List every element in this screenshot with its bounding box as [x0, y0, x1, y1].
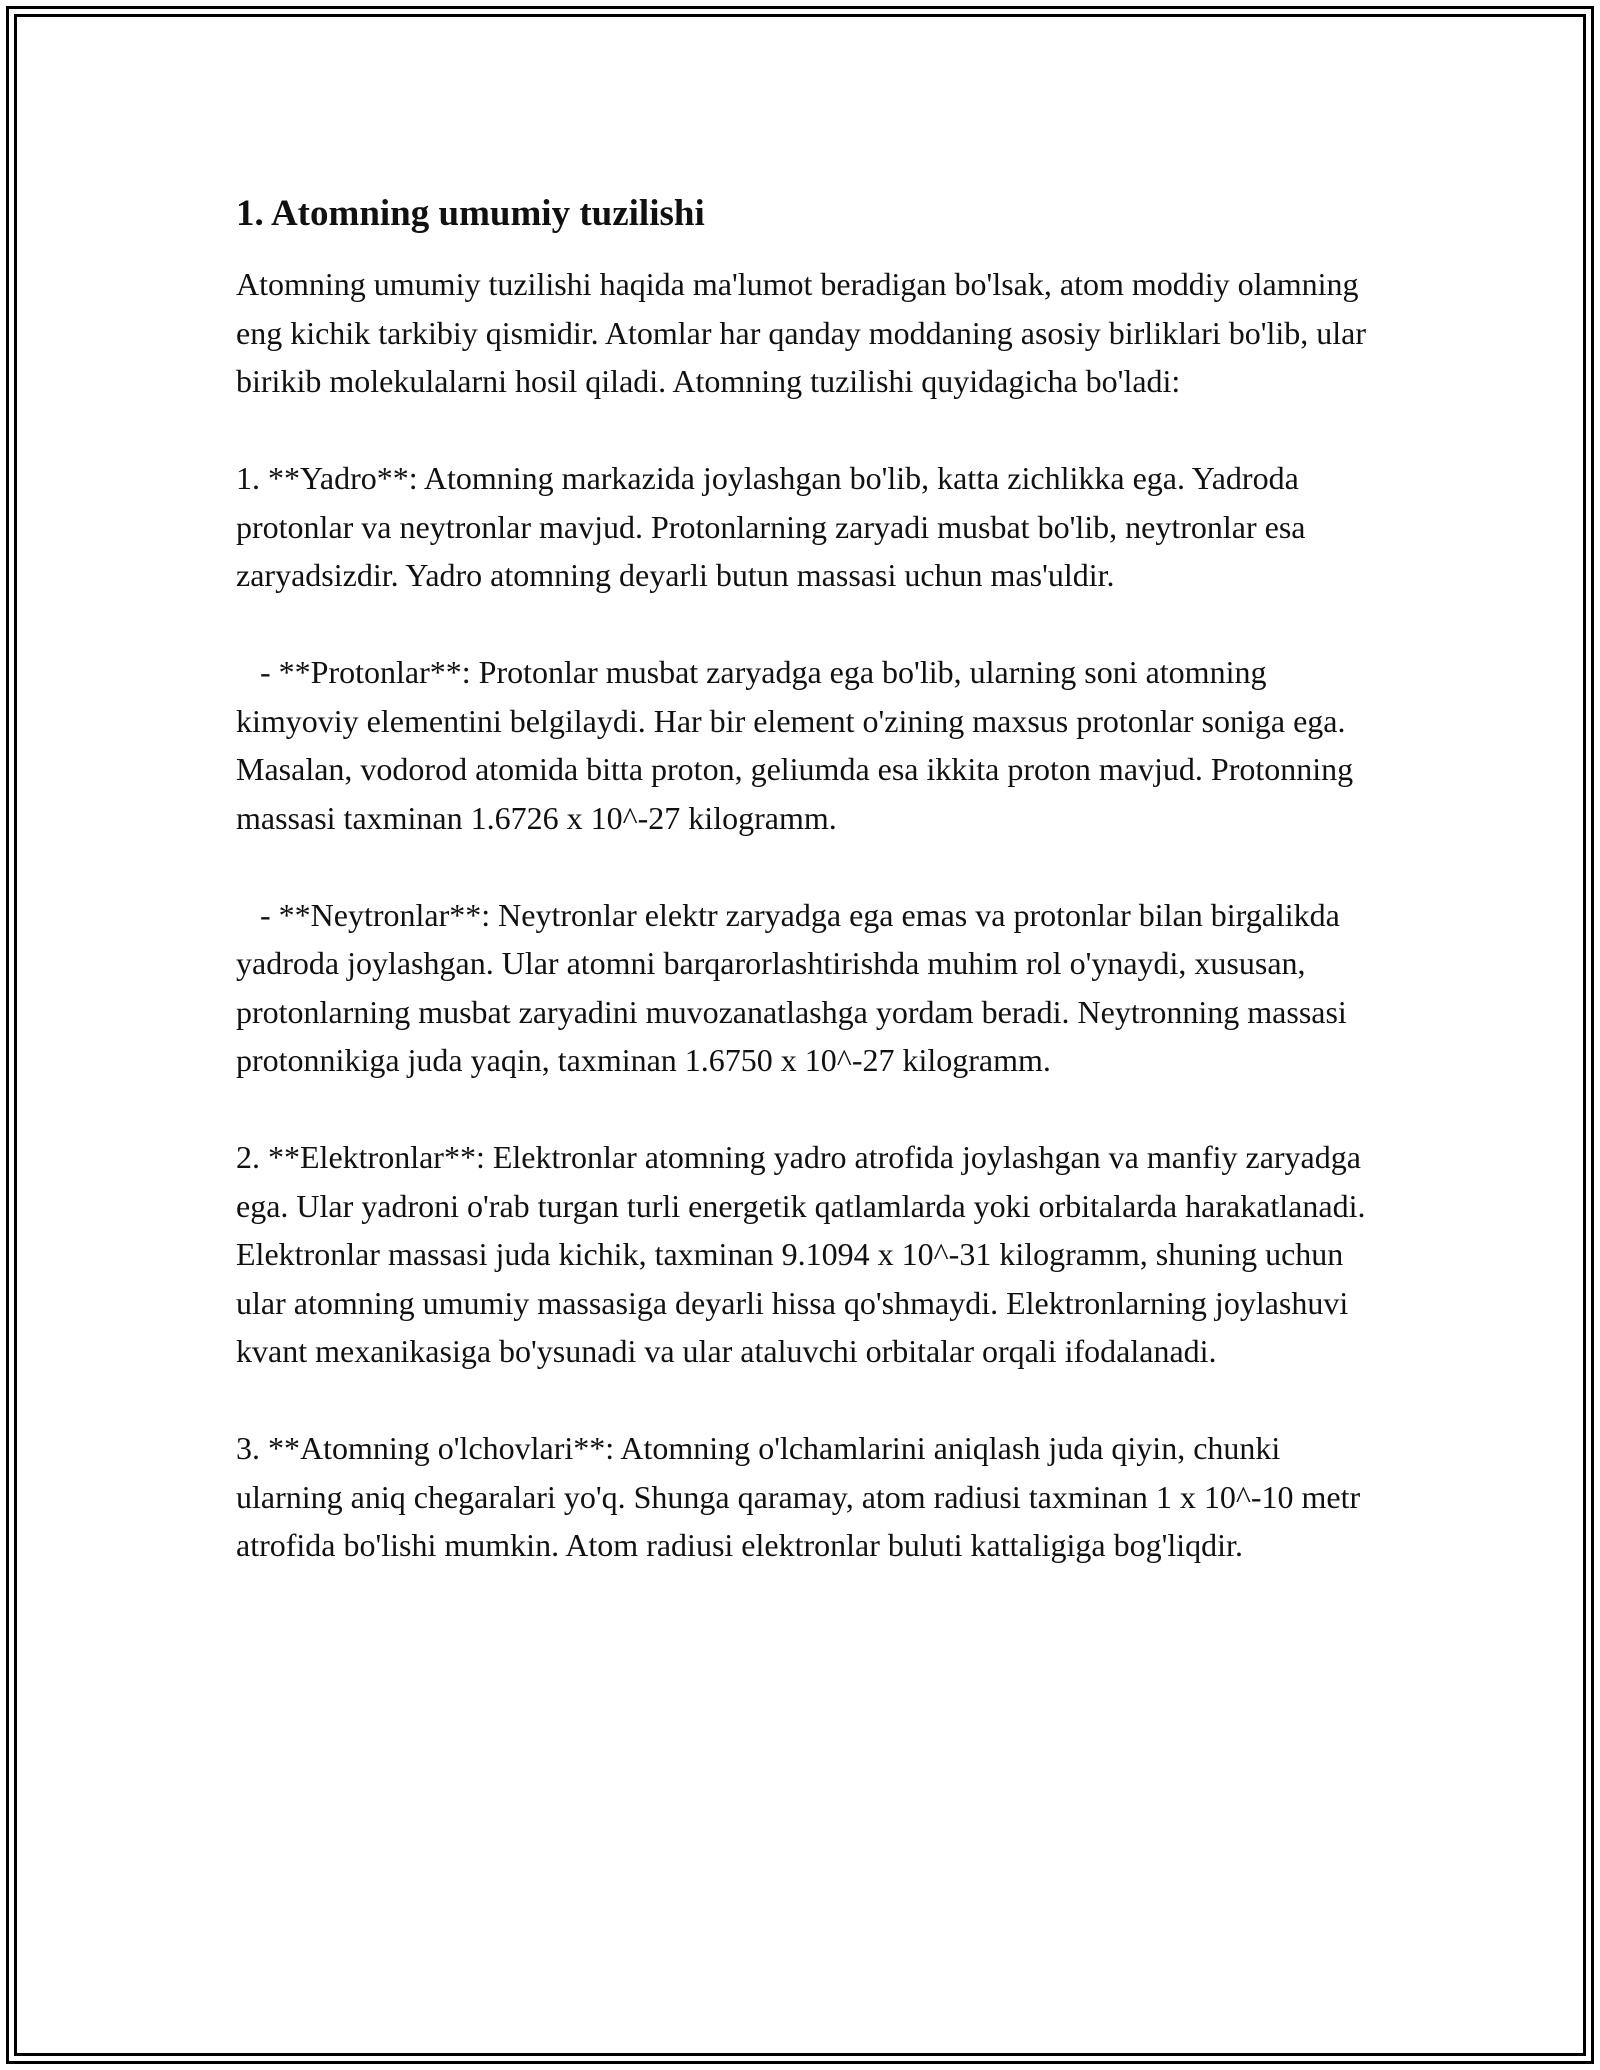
- nucleus-paragraph: 1. **Yadro**: Atomning markazida joylashgan bo'lib, katta zichlikka ega. Yadroda protonlar va neytronlar mavjud. Protonlarning zaryadi musbat bo'lib, neytronlar esa zaryadsizdir. Yadro atomning deyarli butun massasi uchun mas'uldir.: [236, 460, 1314, 593]
- paragraph-gap: [236, 842, 1376, 891]
- paragraph-gap: [236, 1376, 1376, 1425]
- neutrons-paragraph: - **Neytronlar**: Neytronlar elektr zaryadga ega emas va protonlar bilan birgalikda yadroda joylashgan. Ular atomni barqarorlashtirishda muhim rol o'ynaydi, xususan, protonlarning musbat zaryadini muvozanatlashga yordam beradi. Neytronning massasi protonnikiga juda yaqin, taxminan 1.6750 x 10^-27 kilogramm.: [236, 896, 1355, 1078]
- protons-paragraph: - **Protonlar**: Protonlar musbat zaryadga ega bo'lib, ularning soni atomning kimyoviy elementini belgilaydi. Har bir element o'zining maxsus protonlar soniga ega. Masalan, vodorod atomida bitta proton, geliumda esa ikkita proton mavjud. Protonning massasi taxminan 1.6726 x 10^-27 kilogramm.: [236, 654, 1362, 836]
- paragraph-gap: [236, 406, 1376, 455]
- intro-paragraph: Atomning umumiy tuzilishi haqida ma'lumot beradigan bo'lsak, atom moddiy olamning eng kichik tarkibiy qismidir. Atomlar har qanday moddaning asosiy birliklari bo'lib, ular birikib molekulalarni hosil qiladi. Atomning tuzilishi quyidagicha bo'ladi:: [236, 266, 1375, 399]
- document-body: [236, 188, 1376, 1570]
- electrons-paragraph: 2. **Elektronlar**: Elektronlar atomning yadro atrofida joylashgan va manfiy zaryadga ega. Ular yadroni o'rab turgan turli energetik qatlamlarda yoki orbitalarda harakatlanadi. Elektronlar massasi juda kichik, taxminan 9.1094 x 10^-31 kilogramm, shuning uchun ular atomning umumiy massasiga deyarli hissa qo'shmaydi. Elektronlarning joylashuvi kvant mexanikasiga bo'ysunadi va ular ataluvchi orbitalar orqali ifodalanadi.: [236, 1139, 1374, 1369]
- atom-size-paragraph: 3. **Atomning o'lchovlari**: Atomning o'lchamlarini aniqlash juda qiyin, chunki ularning aniq chegaralari yo'q. Shunga qaramay, atom radiusi taxminan 1 x 10^-10 metr atrofida bo'lishi mumkin. Atom radiusi elektronlar buluti kattaligiga bog'liqdir.: [236, 1430, 1369, 1563]
- paragraph-gap: [236, 600, 1376, 649]
- section-heading: 1. Atomning umumiy tuzilishi: [236, 193, 705, 234]
- paragraph-gap: [236, 1085, 1376, 1134]
